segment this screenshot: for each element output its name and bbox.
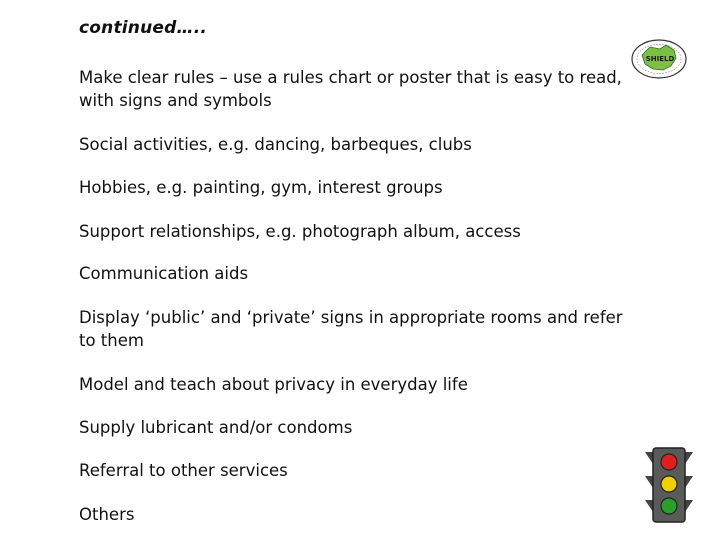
- list-item: Hobbies, e.g. painting, gym, interest groups: [79, 178, 443, 197]
- slide-heading: continued…..: [79, 18, 208, 38]
- red-light: [661, 454, 677, 470]
- list-item: Model and teach about privacy in everyday life: [79, 375, 468, 394]
- amber-light: [661, 476, 677, 492]
- traffic-light-icon: [643, 446, 695, 524]
- list-item: Support relationships, e.g. photograph album, access: [79, 222, 521, 241]
- green-light: [661, 498, 677, 514]
- list-item: Social activities, e.g. dancing, barbeques, clubs: [79, 135, 472, 154]
- list-item: Make clear rules – use a rules chart or poster that is easy to read, with signs and symbols: [79, 68, 622, 110]
- list-item: Others: [79, 505, 135, 524]
- logo-text: SHIELD: [645, 55, 675, 63]
- list-item: Communication aids: [79, 264, 249, 283]
- shield-logo: [630, 38, 688, 80]
- list-item: Display ‘public’ and ‘private’ signs in appropriate rooms and refer to them: [79, 308, 623, 350]
- list-item: Referral to other services: [79, 461, 288, 480]
- list-item: Supply lubricant and/or condoms: [79, 418, 353, 437]
